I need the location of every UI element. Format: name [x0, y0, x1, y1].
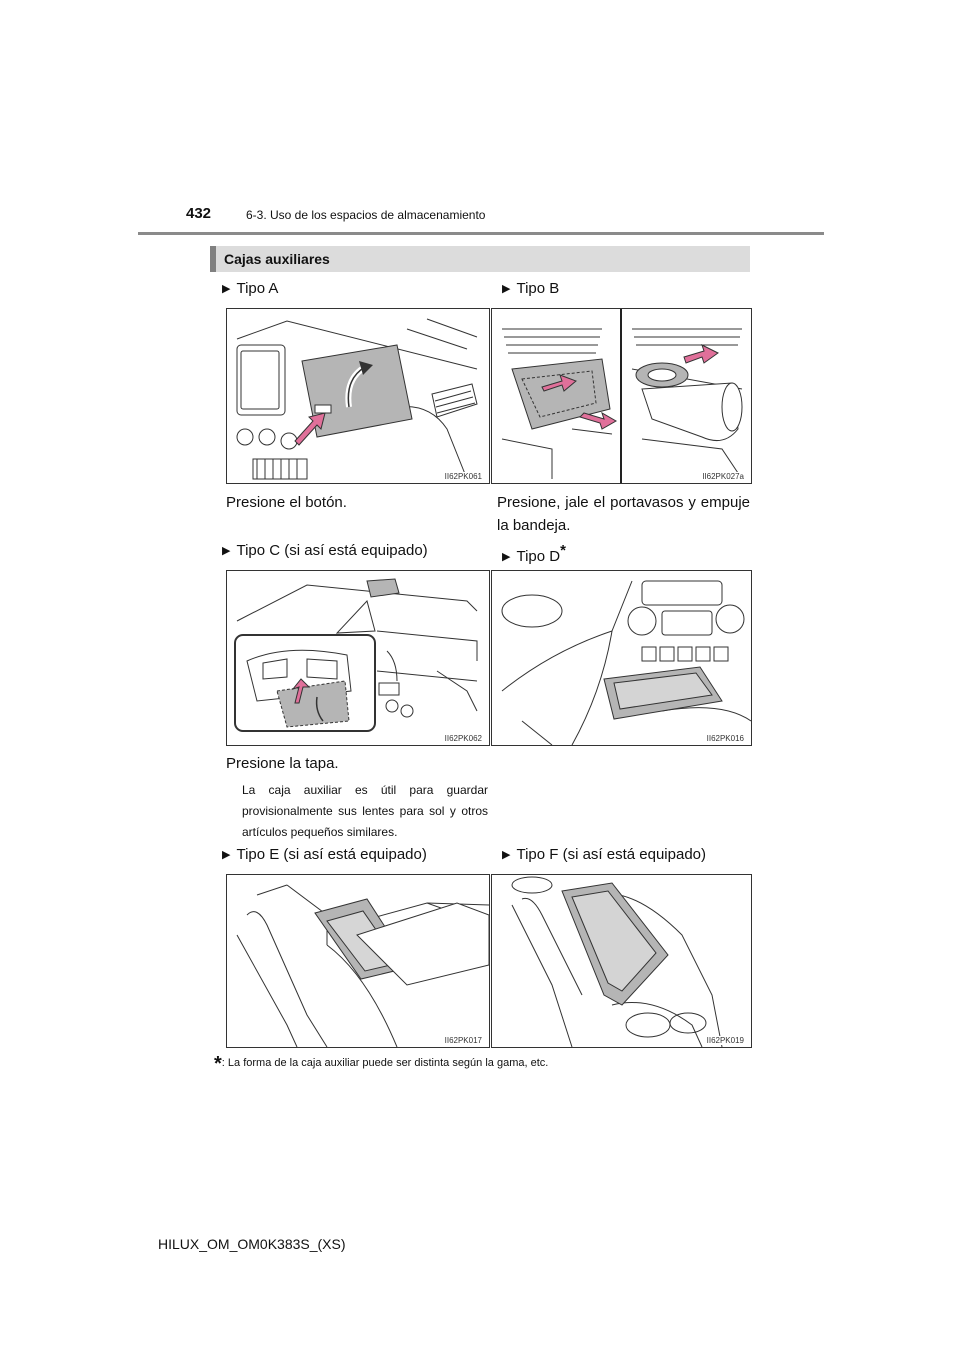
type-a-caption: Presione el botón. — [226, 494, 347, 511]
figure-type-e — [226, 874, 490, 1048]
triangle-bullet-icon: ▶ — [222, 283, 231, 295]
figure-code: II62PK061 — [444, 472, 482, 481]
section-marker — [210, 246, 216, 272]
figure-code: II62PK019 — [706, 1036, 744, 1045]
triangle-bullet-icon: ▶ — [222, 849, 231, 861]
section-title: Cajas auxiliares — [224, 251, 330, 267]
type-d-label: ▶ Tipo D* — [502, 542, 566, 565]
chapter-title: 6-3. Uso de los espacios de almacenamiento — [246, 208, 486, 222]
triangle-bullet-icon: ▶ — [222, 545, 231, 557]
section-header — [210, 246, 750, 272]
figure-code: II62PK062 — [444, 734, 482, 743]
type-c-note: La caja auxiliar es útil para guardar provisionalmente sus lentes para sol y otros artículos pequeños similares. — [242, 783, 488, 839]
figure-code: II62PK017 — [444, 1036, 482, 1045]
footnote — [214, 1053, 548, 1076]
asterisk-mark: * — [560, 542, 566, 559]
type-c-label: ▶ Tipo C (si así está equipado) — [222, 542, 428, 559]
figure-type-c — [226, 570, 490, 746]
header-rule — [138, 232, 824, 235]
footnote-text: : La forma de la caja auxiliar puede ser distinta según la gama, etc. — [221, 1057, 549, 1069]
figure-type-b — [491, 308, 752, 484]
footer-doc-id: HILUX_OM_OM0K383S_(XS) — [158, 1236, 346, 1252]
type-b-label: ▶ Tipo B — [502, 280, 560, 297]
triangle-bullet-icon: ▶ — [502, 849, 511, 861]
footnote-asterisk: * — [214, 1053, 222, 1075]
type-e-label: ▶ Tipo E (si así está equipado) — [222, 846, 427, 863]
page-number: 432 — [186, 205, 212, 222]
triangle-bullet-icon: ▶ — [502, 551, 511, 563]
figure-type-f — [491, 874, 752, 1048]
type-a-label: ▶ Tipo A — [222, 280, 279, 297]
type-b-caption: Presione, jale el portavasos y empuje la bandeja. — [497, 494, 750, 534]
figure-code: II62PK027a — [702, 472, 744, 481]
figure-type-a — [226, 308, 490, 484]
figure-code: II62PK016 — [706, 734, 744, 743]
type-c-caption: Presione la tapa. — [226, 755, 339, 772]
type-f-label: ▶ Tipo F (si así está equipado) — [502, 846, 707, 863]
triangle-bullet-icon: ▶ — [502, 283, 511, 295]
figure-type-d — [491, 570, 752, 746]
